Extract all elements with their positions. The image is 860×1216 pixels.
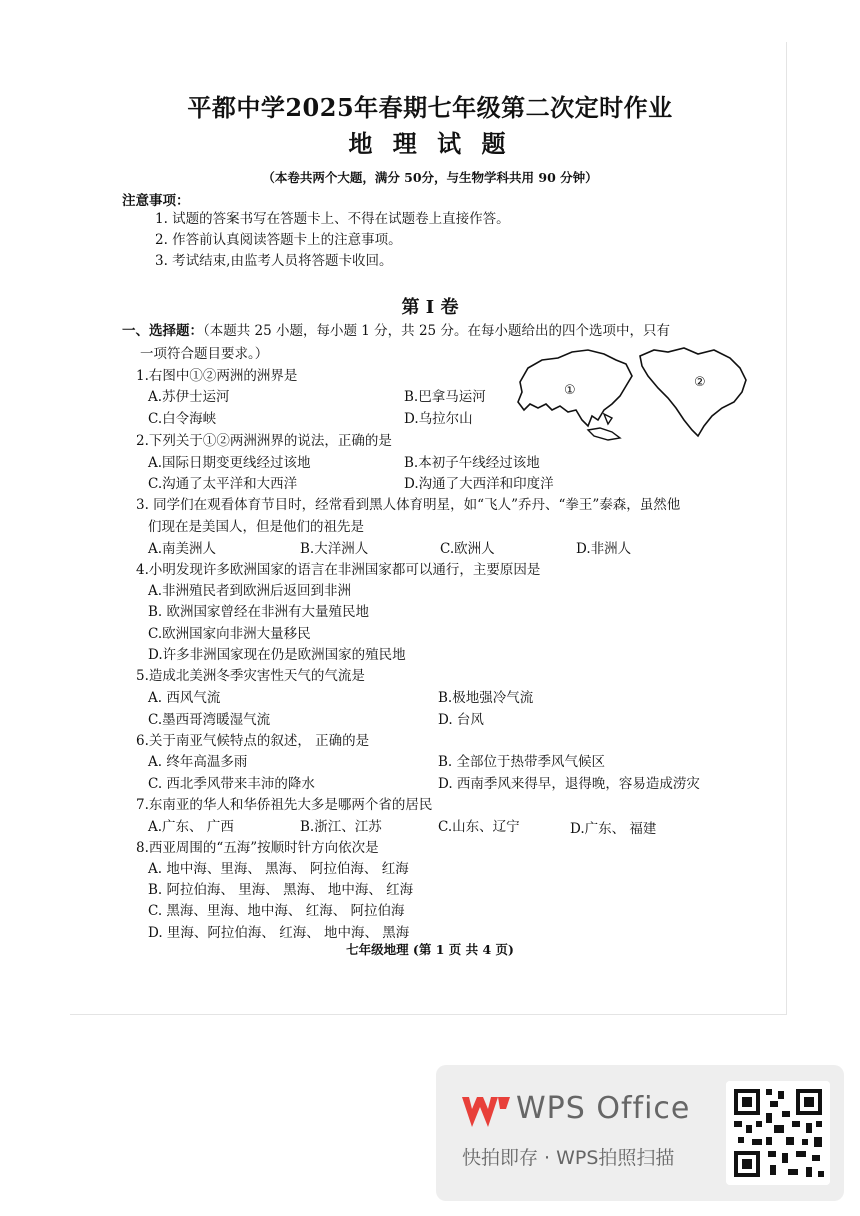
question-8-stem: 8.西亚周围的“五海”按顺时针方向依次是 [136,840,379,856]
question-3-stem-cont: 们现在是美国人，但是他们的祖先是 [148,519,364,535]
q7-option-a: A.广东、 广西 [148,819,234,835]
question-2-stem: 2.下列关于①②两洲洲界的说法，正确的是 [136,433,392,449]
part1-header [122,319,670,339]
q8-option-d: D. 里海、阿拉伯海、 红海、 地中海、 黑海 [148,925,410,941]
q4-option-c: C.欧洲国家向非洲大量移民 [148,626,311,642]
part1-instruction: （本题共 25 小题，每小题 1 分，共 25 分。在每小题给出的四个选项中，只有 [203,323,670,339]
part1-label: 一、选择题： [122,323,203,339]
q6-option-a: A. 终年高温多雨 [148,754,248,770]
q1-option-b: B.巴拿马运河 [404,389,486,405]
qr-code-icon [726,1081,830,1185]
q3-option-a: A.南美洲人 [148,541,217,557]
exam-subject-title: 地 理 试 题 [348,129,512,158]
q6-option-c: C. 西北季风带来丰沛的降水 [148,776,315,792]
part1-instruction-cont: 一项符合题目要求。） [140,346,269,362]
q3-option-d: D.非洲人 [576,541,632,557]
exam-title: 平都中学2025年春期七年级第二次定时作业 [187,93,673,122]
label-1: ① [564,383,576,398]
note-item: 2. 作答前认真阅读答题卡上的注意事项。 [155,232,402,248]
q6-option-d: D. 西南季风来得早，退得晚，容易造成涝灾 [438,776,700,792]
section-title: 第 Ⅰ 卷 [401,297,459,318]
q5-option-c: C.墨西哥湾暖湿气流 [148,712,271,728]
q7-option-b: B.浙江、江苏 [300,819,382,835]
q1-option-c: C.白令海峡 [148,411,217,427]
question-4-stem: 4.小明发现许多欧洲国家的语言在非洲国家都可以通行，主要原因是 [136,562,541,578]
q5-option-a: A. 西风气流 [148,690,221,706]
wps-brand-name: WPS Office [516,1091,691,1126]
q4-option-d: D.许多非洲国家现在仍是欧洲国家的殖民地 [148,647,406,663]
note-item: 1. 试题的答案书写在答题卡上、不得在试题卷上直接作答。 [155,211,510,227]
q7-option-c: C.山东、辽宁 [438,819,520,835]
q6-option-b: B. 全部位于热带季风气候区 [438,754,606,770]
page-footer: 七年级地理 (第 1 页 共 4 页) [346,942,514,957]
q1-option-a: A.苏伊士运河 [148,389,230,405]
q4-option-a: A.非洲殖民者到欧洲后返回到非洲 [148,583,352,599]
continent-map-figure [508,346,758,450]
q5-option-d: D. 台风 [438,712,484,728]
q5-option-b: B.极地强冷气流 [438,690,534,706]
southeast-asia-islands [588,414,620,440]
q1-option-d: D.乌拉尔山 [404,411,473,427]
label-2: ② [694,375,706,390]
question-6-stem: 6.关于南亚气候特点的叙述， 正确的是 [136,733,370,749]
north-america-outline [640,348,746,436]
q4-option-b: B. 欧洲国家曾经在非洲有大量殖民地 [148,604,370,620]
exam-subtitle: （本卷共两个大题，满分 50分，与生物学科共用 90 分钟） [262,170,598,185]
q8-option-c: C. 黑海、里海、地中海、 红海、 阿拉伯海 [148,903,405,919]
note-item: 3. 考试结束,由监考人员将答题卡收回。 [155,253,393,269]
q8-option-b: B. 阿拉伯海、 里海、 黑海、 地中海、 红海 [148,882,414,898]
q2-option-c: C.沟通了太平洋和大西洋 [148,476,298,492]
q2-option-b: B.本初子午线经过该地 [404,455,540,471]
wps-tagline: 快拍即存 · WPS拍照扫描 [462,1147,675,1169]
question-1-stem: 1.右图中①②两洲的洲界是 [136,368,298,384]
q3-option-b: B.大洋洲人 [300,541,369,557]
q2-option-a: A.国际日期变更线经过该地 [148,455,311,471]
wps-logo-icon [460,1093,512,1131]
notes-heading: 注意事项： [122,193,190,209]
wps-watermark-card [436,1065,844,1201]
question-5-stem: 5.造成北美洲冬季灾害性天气的气流是 [136,668,365,684]
q3-option-c: C.欧洲人 [440,541,495,557]
question-7-stem: 7.东南亚的华人和华侨祖先大多是哪两个省的居民 [136,797,433,813]
question-3-stem: 3. 同学们在观看体育节目时，经常看到黑人体育明星，如“飞人”乔丹、“拳王”泰森，虽然他 [136,497,681,513]
q8-option-a: A. 地中海、里海、 黑海、 阿拉伯海、 红海 [148,861,409,877]
q2-option-d: D.沟通了大西洋和印度洋 [404,476,554,492]
q7-option-d: D.广东、 福建 [570,821,657,837]
